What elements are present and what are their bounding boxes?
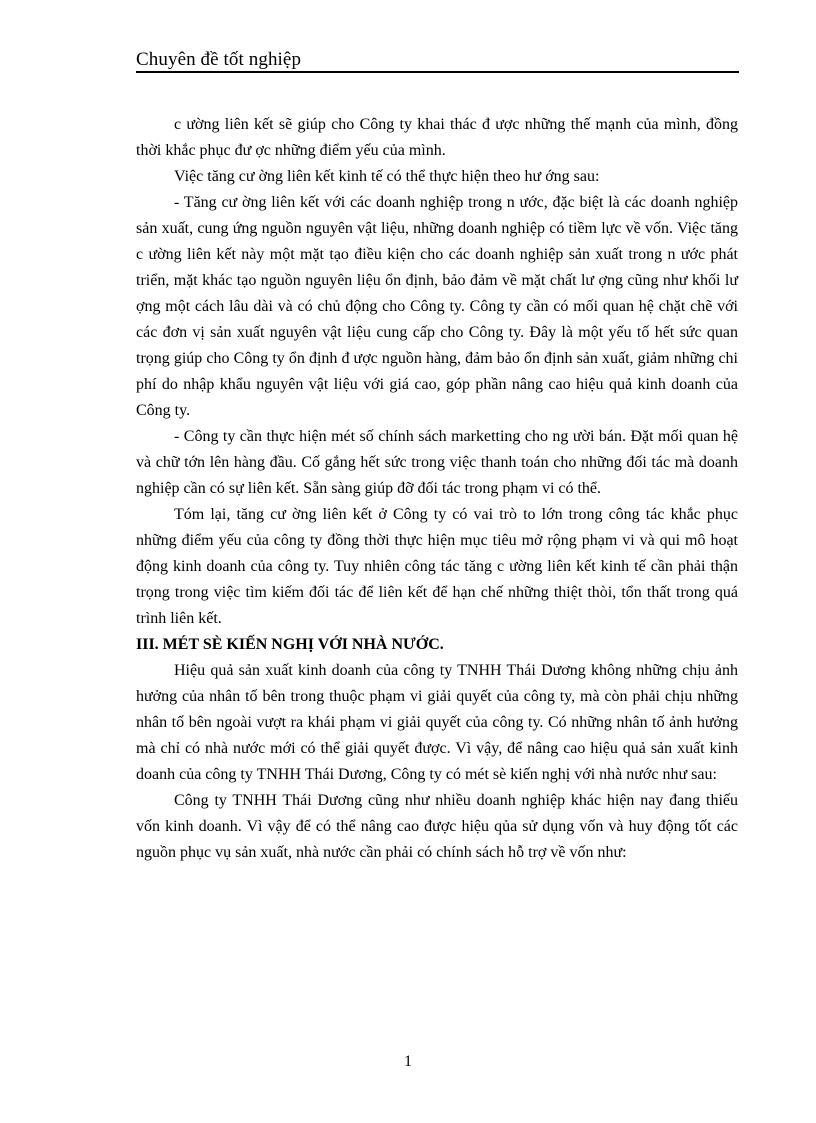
body-paragraph: Việc tăng cư ờng liên kết kinh tế có thể thực hiện theo hư ớng sau: — [174, 168, 600, 185]
body-paragraph: Tóm lại, tăng cư ờng liên kết ở Công ty có vai trò to lớn trong công tác khắc phục những điểm yếu của công ty đồng thời thực hiện mục tiêu mở rộng phạm vi và qui mô hoạt động kinh doanh của công ty. Tuy nhiên công tác tăng c ường liên kết kinh tế cần phải thận trọng trong việc tìm kiếm đối tác để liên kết để hạn chế những thiệt thòi, tổn thất trong quá trình liên kết. — [136, 506, 738, 627]
body-paragraph: - Tăng cư ờng liên kết với các doanh nghiệp trong n ước, đặc biệt là các doanh nghiệp sản xuất, cung ứng nguồn nguyên vật liệu, những doanh nghiệp có tiềm lực về vốn. Việc tăng c ường liên kết này một mặt tạo điều kiện cho các doanh nghiệp sản xuất trong n ước phát triển, mặt khác tạo nguồn nguyên liệu ổn định, bảo đảm về mặt chất lư ợng cũng như khối lư ợng một cách lâu dài và có chủ động cho Công ty. Công ty cần có mối quan hệ chặt chẽ với các đơn vị sản xuất nguyên vật liệu cung cấp cho Công ty. Đây là một yếu tố hết sức quan trọng giúp cho Công ty ổn định đ ược nguồn hàng, đảm bảo ổn định sản xuất, giảm những chi phí do nhập khẩu nguyên vật liệu với giá cao, góp phần nâng cao hiệu quả kinh doanh của Công ty. — [136, 194, 738, 419]
header-divider — [136, 71, 739, 73]
section-paragraph: Công ty TNHH Thái Dương cũng như nhiều doanh nghiệp khác hiện nay đang thiếu vốn kinh doanh. Vì vậy để có thể nâng cao được hiệu qủa sử dụng vốn và huy động tốt các nguồn phục vụ sản xuất, nhà nước cần phải có chính sách hỗ trợ về vốn như: — [136, 792, 738, 861]
body-paragraph: c ường liên kết sẽ giúp cho Công ty khai thác đ ược những thế mạnh của mình, đồng thời khắc phục đư ợc những điểm yếu của mình. — [136, 116, 738, 159]
document-body — [136, 112, 738, 866]
page-number: 1 — [404, 1053, 412, 1070]
section-heading: III. MÉT SÈ KIẾN NGHỊ VỚI NHÀ NƯỚC. — [136, 636, 444, 653]
page-header-title: Chuyên đề tốt nghiệp — [136, 49, 302, 70]
body-paragraph: - Công ty cần thực hiện mét số chính sách marketting cho ng ười bán. Đặt mối quan hệ và chữ tớn lên hàng đầu. Cố gắng hết sức trong việc thanh toán cho những đối tác mà doanh nghiệp cần có sự liên kết. Sẵn sàng giúp đỡ đối tác trong phạm vi có thể. — [136, 428, 738, 497]
section-paragraph: Hiệu quả sản xuất kinh doanh của công ty TNHH Thái Dương không những chịu ảnh hưởng của nhân tố bên trong thuộc phạm vi giải quyết của công ty, mà còn phải chịu những nhân tố bên ngoài vượt ra khái phạm vi giải quyết của công ty. Có những nhân tố ảnh hưởng mà chỉ có nhà nước mới có thể giải quyết được. Vì vậy, để nâng cao hiệu quả sản xuất kinh doanh của công ty TNHH Thái Dương, Công ty có mét sè kiến nghị với nhà nước như sau: — [136, 662, 738, 783]
